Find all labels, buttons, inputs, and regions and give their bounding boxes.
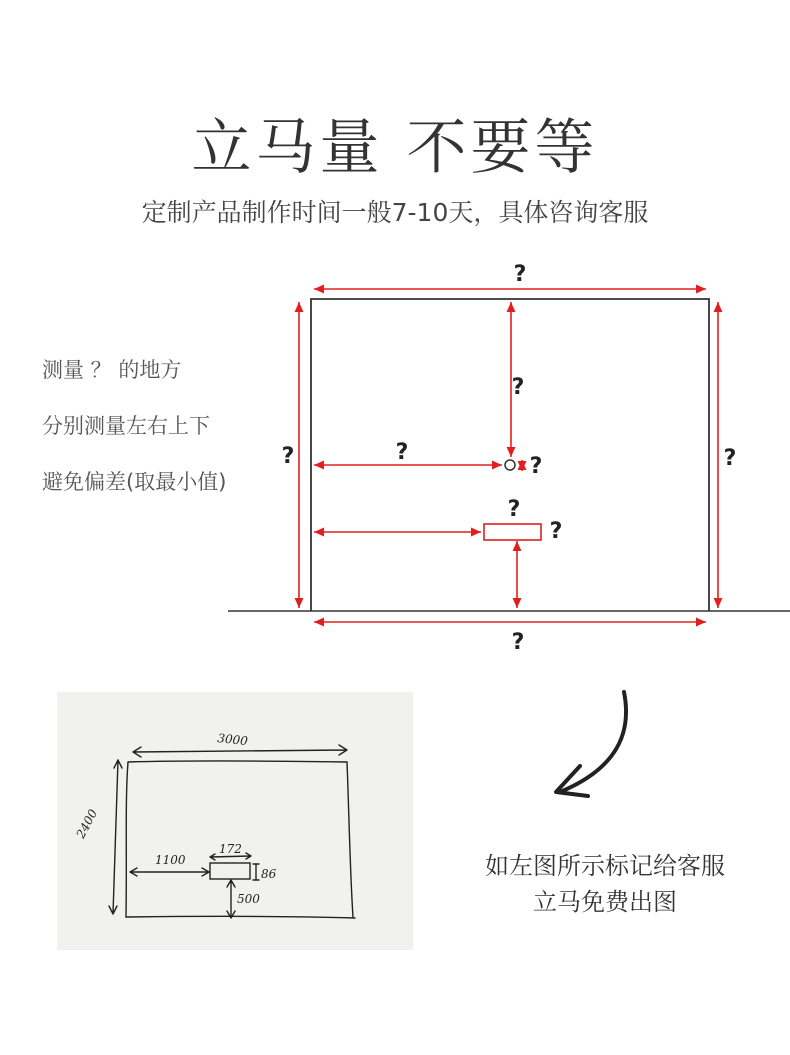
curved-arrow-icon <box>540 688 640 808</box>
sample-sketch <box>57 692 413 950</box>
sketch-offset-arrow <box>130 868 209 876</box>
mark-left-height: ? <box>281 444 295 469</box>
page-title: 立马量 不要等 <box>191 113 599 183</box>
page-subtitle: 定制产品制作时间一般7-10天，具体咨询客服 <box>141 198 649 227</box>
caption-line-1: 如左图所示标记给客服 <box>485 852 725 880</box>
sketch-box-width-label: 172 <box>219 842 242 856</box>
tip-measure-points: 测量 ？ 的地方 <box>42 358 182 382</box>
switch-box <box>484 524 541 540</box>
sample-sketch-photo <box>57 692 413 950</box>
socket-marker <box>505 460 515 470</box>
mark-top-width: ? <box>513 262 527 287</box>
sketch-box <box>210 863 250 879</box>
caption <box>440 848 770 920</box>
sketch-floor <box>126 916 355 918</box>
sketch-bottom-arrow <box>227 880 235 918</box>
mark-socket-left: ? <box>395 440 409 465</box>
sketch-height-label: 2400 <box>73 806 101 841</box>
caption-line-2: 立马免费出图 <box>533 888 677 916</box>
measurement-diagram <box>0 255 790 665</box>
mark-box-height: ? <box>549 519 563 544</box>
mark-box-width: ? <box>507 497 521 522</box>
mark-right-height: ? <box>723 446 737 471</box>
mark-bottom-width: ? <box>511 630 525 655</box>
sketch-height-arrow <box>109 760 122 914</box>
sketch-bottom-label: 500 <box>237 892 260 906</box>
opening-outline <box>311 299 709 611</box>
sketch-offset-label: 1100 <box>155 853 186 867</box>
sketch-box-height-mark <box>253 864 259 880</box>
sketch-width-label: 3000 <box>216 731 249 749</box>
sketch-box-height-label: 86 <box>261 867 277 881</box>
mark-socket-size: ? <box>529 454 543 479</box>
tip-avoid-deviation: 避免偏差(取最小值) <box>42 470 227 494</box>
mark-socket-top: ? <box>511 375 525 400</box>
tip-measure-sides: 分别测量左右上下 <box>42 414 210 438</box>
